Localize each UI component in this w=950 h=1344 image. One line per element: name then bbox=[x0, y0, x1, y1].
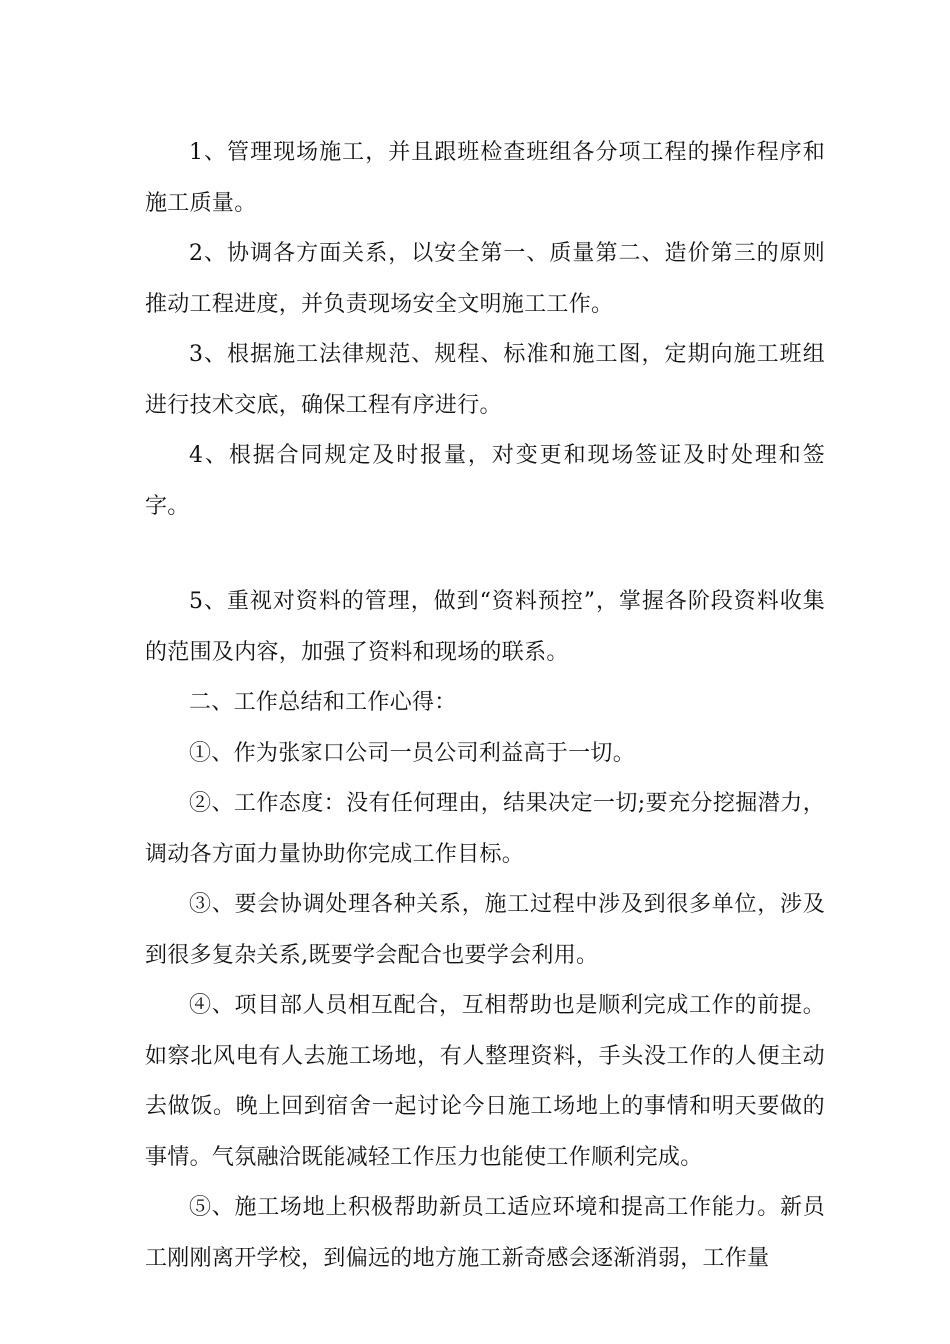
paragraph-duty-1: 1、管理现场施工，并且跟班检查班组各分项工程的操作程序和施工质量。 bbox=[145, 140, 825, 216]
paragraph-point-5: ⑤、施工场地上积极帮助新员工适应环境和提高工作能力。新员工刚刚离开学校，到偏远的地方施工新奇感会逐渐消弱，工作量 bbox=[145, 1195, 825, 1271]
paragraph-point-1: ①、作为张家口公司一员公司利益高于一切。 bbox=[189, 740, 636, 766]
paragraph-duty-2: 2、协调各方面关系，以安全第一、质量第二、造价第三的原则推动工程进度，并负责现场安全文明施工工作。 bbox=[145, 241, 825, 317]
section-heading-summary: 二、工作总结和工作心得： bbox=[189, 690, 457, 715]
paragraph-duty-5: 5、重视对资料的管理，做到“资料预控”，掌握各阶段资料收集的范围及内容，加强了资料和现场的联系。 bbox=[145, 589, 825, 665]
paragraph-point-2: ②、工作态度：没有任何理由，结果决定一切;要充分挖掘潜力，调动各方面力量协助你完成工作目标。 bbox=[145, 791, 825, 867]
paragraph-point-3: ③、要会协调处理各种关系，施工过程中涉及到很多单位，涉及到很多复杂关系,既要学会配合也要学会利用。 bbox=[145, 892, 825, 968]
document-body bbox=[145, 128, 825, 1284]
paragraph-duty-3: 3、根据施工法律规范、规程、标准和施工图，定期向施工班组进行技术交底，确保工程有序进行。 bbox=[145, 342, 825, 418]
paragraph-point-4: ④、项目部人员相互配合，互相帮助也是顺利完成工作的前提。如察北风电有人去施工场地，有人整理资料，手头没工作的人便主动去做饭。晚上回到宿舍一起讨论今日施工场地上的事情和明天要做的事情。气氛融洽既能减轻工作压力也能使工作顺利完成。 bbox=[145, 993, 825, 1170]
paragraph-duty-4: 4、根据合同规定及时报量，对变更和现场签证及时处理和签字。 bbox=[145, 443, 825, 519]
